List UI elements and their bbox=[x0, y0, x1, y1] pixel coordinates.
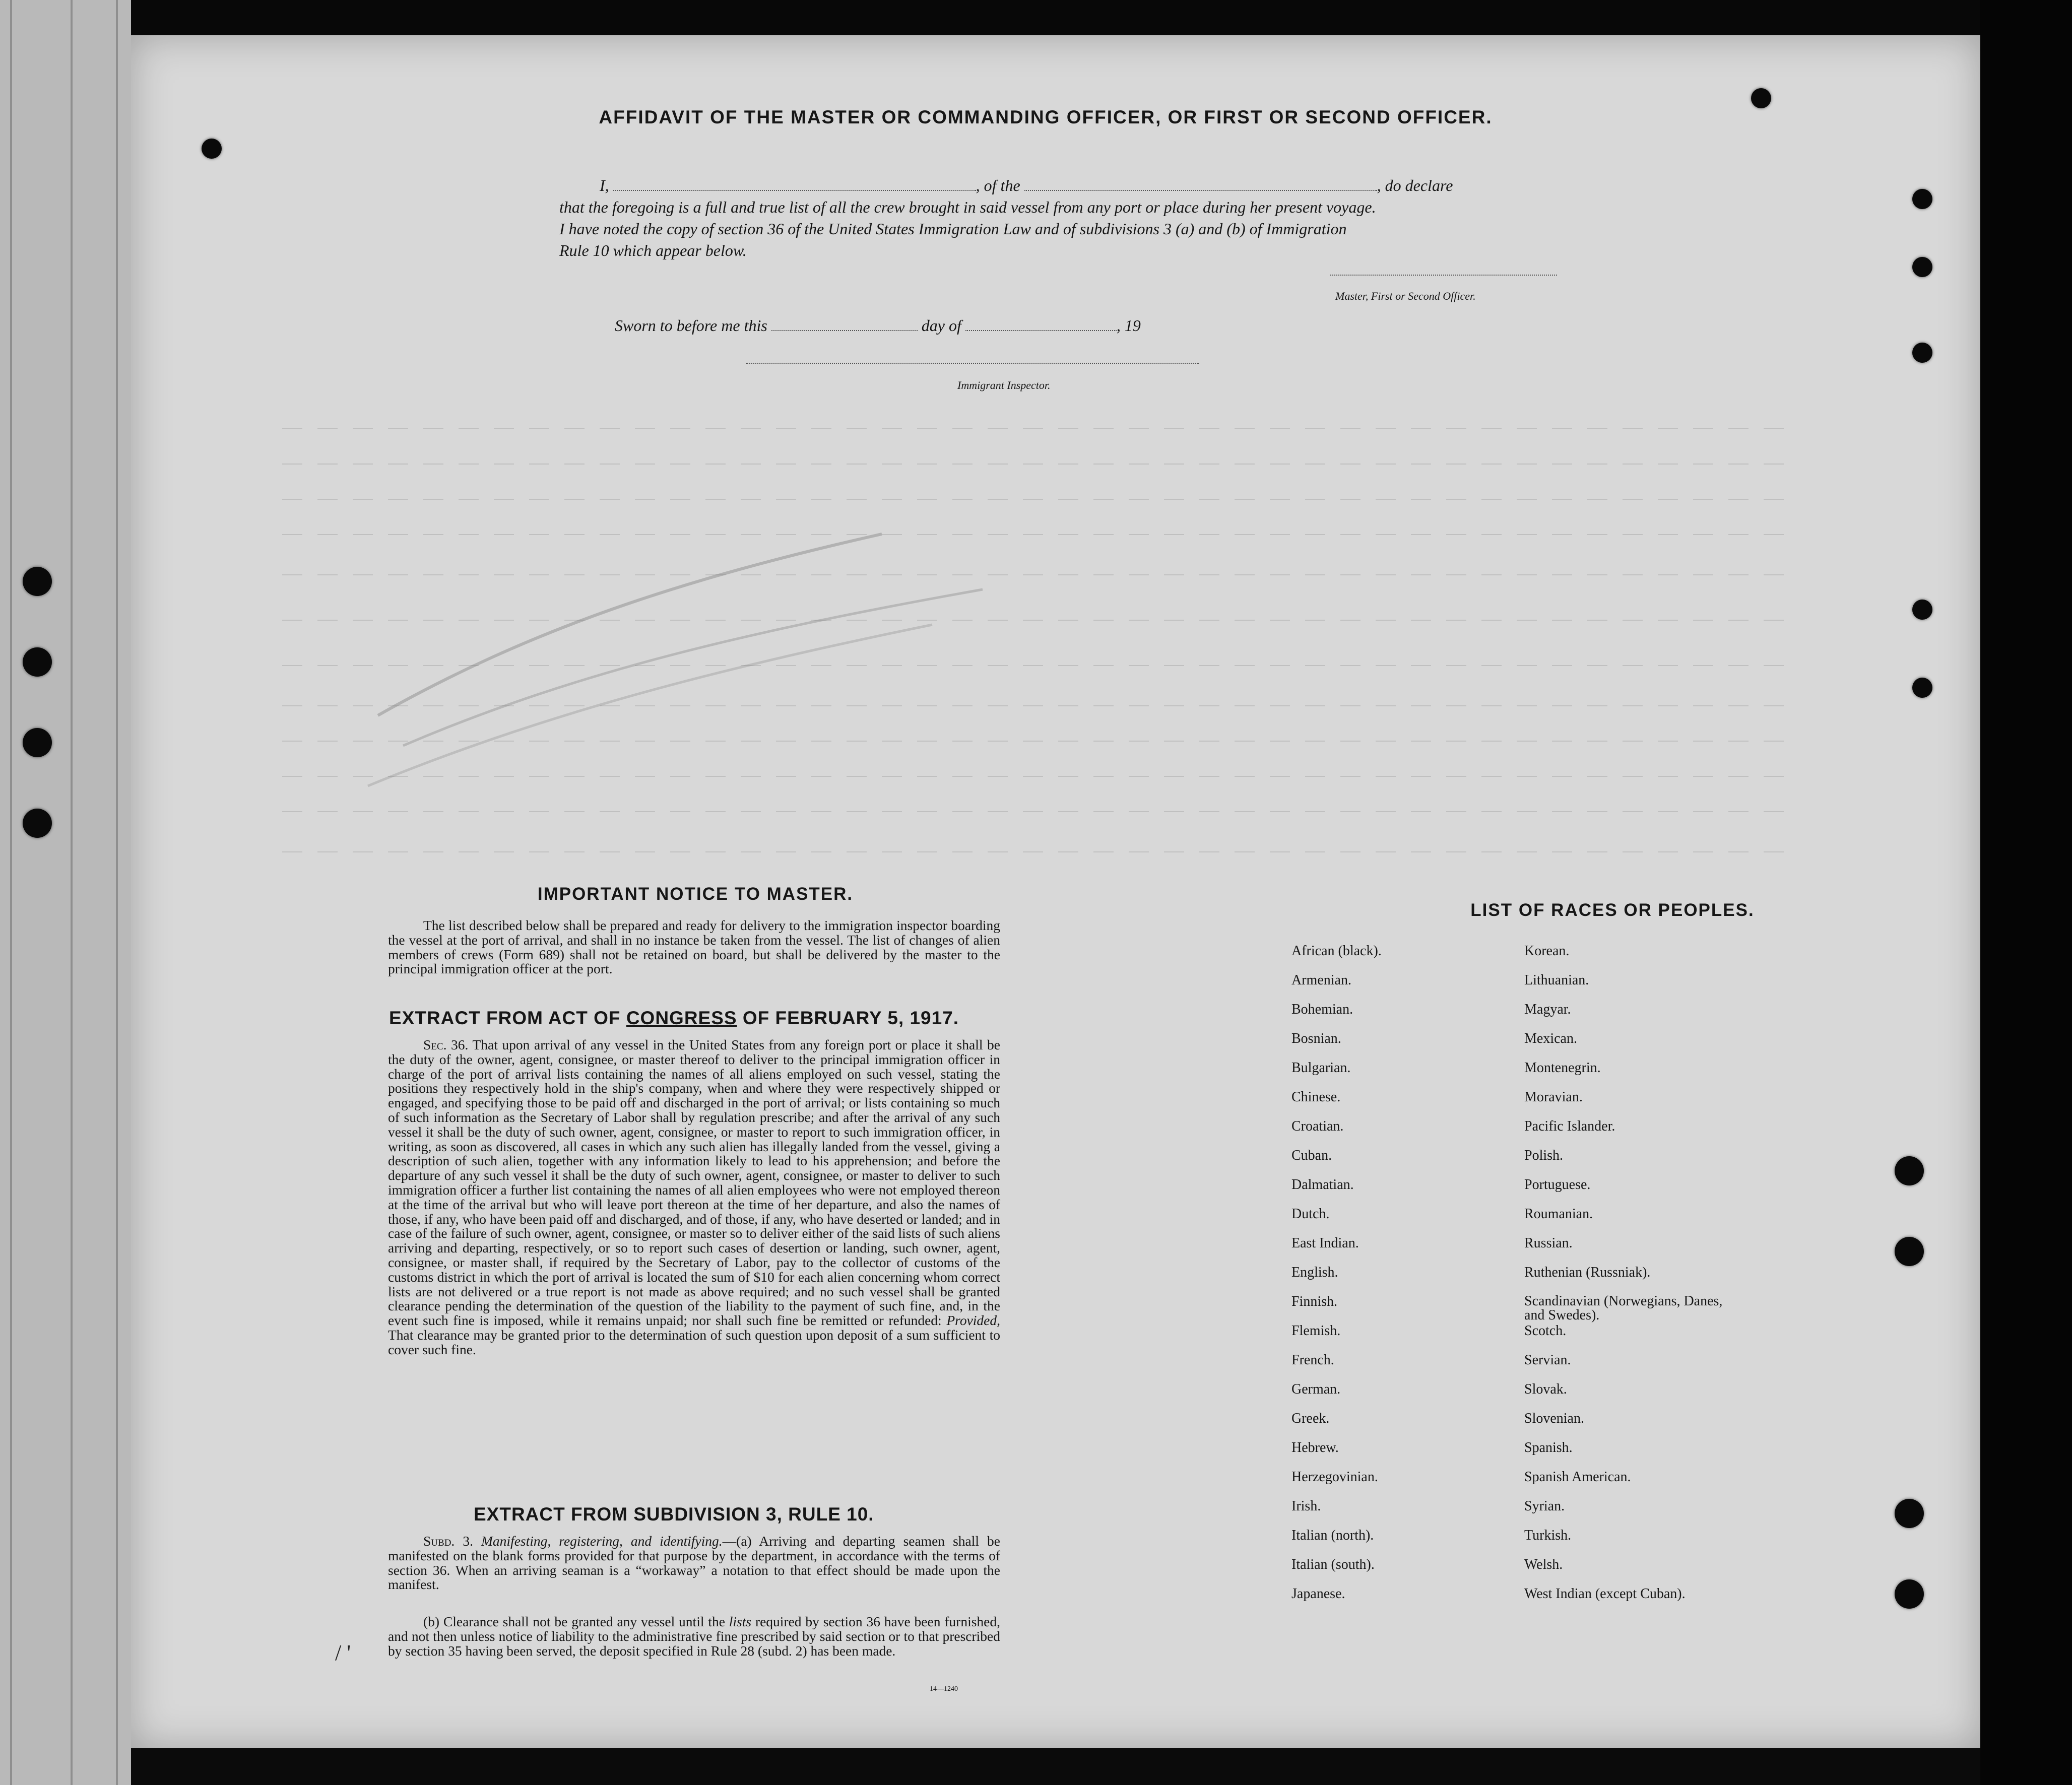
binding-hole bbox=[23, 728, 52, 757]
master-signature-field[interactable] bbox=[1330, 275, 1557, 276]
extract-act-title-prefix: EXTRACT FROM ACT OF bbox=[389, 1008, 621, 1028]
binding-hole bbox=[1912, 189, 1932, 209]
notice-body bbox=[388, 918, 1000, 976]
declarant-label: I, bbox=[600, 176, 609, 194]
binding-hole bbox=[1912, 257, 1932, 277]
binding-strip bbox=[0, 0, 131, 1785]
bleed-through-row bbox=[282, 464, 1794, 465]
bleed-through-row bbox=[282, 499, 1794, 500]
declare-label: , do declare bbox=[1377, 176, 1453, 194]
races-column-2 bbox=[1524, 944, 1806, 1616]
rule-paragraph-b-lists: lists bbox=[729, 1614, 752, 1629]
race-item: Moravian. bbox=[1524, 1089, 1583, 1105]
binding-hole bbox=[1895, 1237, 1924, 1266]
rule-paragraph-b-start: (b) Clearance shall not be granted any vessel until the bbox=[423, 1614, 725, 1629]
races-title: LIST OF RACES OR PEOPLES. bbox=[1470, 900, 1755, 920]
sworn-year-label: , 19 bbox=[1116, 316, 1141, 335]
vessel-label: , of the bbox=[976, 176, 1020, 194]
race-item: Scotch. bbox=[1524, 1323, 1567, 1339]
race-item: Welsh. bbox=[1524, 1557, 1563, 1572]
race-item: Turkish. bbox=[1524, 1528, 1572, 1543]
notice-title: IMPORTANT NOTICE TO MASTER. bbox=[537, 884, 854, 904]
form-code: 14—1240 bbox=[930, 1685, 958, 1693]
race-item: Lithuanian. bbox=[1524, 972, 1589, 988]
race-item: English. bbox=[1291, 1265, 1338, 1280]
notice-text: The list described below shall be prepared and ready for delivery to the immigration inspector boarding the vessel at the port of arrival, and shall in no instance be taken from the vessel. The list of changes of alien members of crews (Form 689) shall not be retained on board, but shall be delivered by the master to the principal immigration officer at the port. bbox=[388, 917, 1000, 977]
race-item: West Indian (except Cuban). bbox=[1524, 1586, 1686, 1602]
binding-hole bbox=[1912, 343, 1932, 363]
bleed-through-row bbox=[282, 428, 1794, 429]
handwritten-mark: / ' bbox=[335, 1640, 351, 1665]
race-item: Korean. bbox=[1524, 943, 1570, 959]
race-item: Chinese. bbox=[1291, 1089, 1341, 1105]
rule-paragraph-a-text: —(a) Arriving and departing seamen shall be manifested on the blank forms provided for that purpose by the department, in accordance with the terms of section 36. When an arriving seaman is a “workaway” a notation to that effect should be made upon the manifest. bbox=[388, 1533, 1000, 1593]
vessel-name-field[interactable] bbox=[1024, 190, 1377, 191]
race-item: Cuban. bbox=[1291, 1148, 1332, 1163]
section-36-body-end: That clearance may be granted prior to the determination of such question upon deposit of a sum sufficient to cover such fine. bbox=[388, 1327, 1000, 1357]
race-item: Pacific Islander. bbox=[1524, 1118, 1615, 1134]
scan-background-right bbox=[1980, 0, 2072, 1785]
race-item: Croatian. bbox=[1291, 1118, 1344, 1134]
section-36-label: Sec. 36. bbox=[423, 1037, 469, 1052]
race-item: Spanish. bbox=[1524, 1440, 1573, 1456]
race-item: Hebrew. bbox=[1291, 1440, 1339, 1456]
affidavit-rule-line: Rule 10 which appear below. bbox=[559, 241, 747, 259]
bleed-through-heading bbox=[403, 128, 1663, 154]
race-item: Ruthenian (Russniak). bbox=[1524, 1265, 1651, 1280]
rule-paragraph-a bbox=[388, 1534, 1000, 1592]
extract-act-title bbox=[389, 1008, 959, 1029]
race-item: Portuguese. bbox=[1524, 1177, 1591, 1193]
rule-paragraph-b bbox=[388, 1615, 1000, 1658]
binding-hole bbox=[23, 647, 52, 677]
affidavit-section-line: I have noted the copy of section 36 of the United States Immigration Law and of subdivisions 3 (a) and (b) of Immigration bbox=[559, 220, 1347, 238]
sworn-day-field[interactable] bbox=[771, 330, 918, 331]
binding-hole bbox=[202, 139, 222, 159]
subdivision-heading: Manifesting, registering, and identifying. bbox=[481, 1533, 723, 1549]
extract-act-title-suffix: OF FEBRUARY 5, 1917. bbox=[742, 1008, 959, 1028]
binding-hole bbox=[1751, 88, 1771, 108]
race-item: Syrian. bbox=[1524, 1498, 1565, 1514]
sworn-month-field[interactable] bbox=[965, 330, 1117, 331]
sworn-month-label: day of bbox=[921, 316, 961, 335]
race-item: Russian. bbox=[1524, 1235, 1573, 1251]
binding-hole bbox=[1895, 1156, 1924, 1185]
race-item: Dalmatian. bbox=[1291, 1177, 1354, 1193]
race-item: Servian. bbox=[1524, 1352, 1571, 1368]
race-item: Bulgarian. bbox=[1291, 1060, 1351, 1076]
sworn-line bbox=[615, 316, 1141, 335]
affidavit-declaration-line bbox=[600, 176, 1453, 195]
bleed-through-row bbox=[282, 811, 1794, 812]
race-item: Slovak. bbox=[1524, 1381, 1567, 1397]
extract-rule-title: EXTRACT FROM SUBDIVISION 3, RULE 10. bbox=[474, 1504, 874, 1525]
race-item: Scandinavian (Norwegians, Danes, and Swedes). bbox=[1524, 1293, 1723, 1323]
race-item: Armenian. bbox=[1291, 972, 1351, 988]
race-item: Italian (north). bbox=[1291, 1528, 1374, 1543]
race-item: Mexican. bbox=[1524, 1031, 1577, 1046]
affidavit-title: AFFIDAVIT OF THE MASTER OR COMMANDING OFFICER, OR FIRST OR SECOND OFFICER. bbox=[599, 107, 1493, 127]
binding-hole bbox=[23, 809, 52, 838]
race-item: Japanese. bbox=[1291, 1586, 1345, 1602]
race-item: East Indian. bbox=[1291, 1235, 1359, 1251]
race-item: Bohemian. bbox=[1291, 1002, 1353, 1017]
binding-hole bbox=[23, 567, 52, 596]
race-item: Finnish. bbox=[1291, 1294, 1338, 1309]
race-item: Flemish. bbox=[1291, 1323, 1341, 1339]
race-item: Bosnian. bbox=[1291, 1031, 1341, 1046]
master-signature-label: Master, First or Second Officer. bbox=[1335, 290, 1476, 302]
race-item: French. bbox=[1291, 1352, 1334, 1368]
binding-hole bbox=[1912, 600, 1932, 620]
race-item: Spanish American. bbox=[1524, 1469, 1631, 1485]
rule-paragraph-b-end: required by section 36 have been furnished, and not then unless notice of liability to the administrative fine prescribed by said section or to that prescribed by section 35 having been served, the deposit specified in Rule 28 (subd. 2) has been made. bbox=[388, 1614, 1001, 1659]
section-36-provided: Provided, bbox=[946, 1312, 1001, 1329]
binding-hole bbox=[1912, 678, 1932, 698]
race-item: Greek. bbox=[1291, 1411, 1330, 1426]
races-column-1 bbox=[1291, 944, 1513, 1616]
binding-hole bbox=[1895, 1579, 1924, 1609]
section-36-text bbox=[388, 1038, 1000, 1357]
race-item: German. bbox=[1291, 1381, 1341, 1397]
binding-hole bbox=[1895, 1499, 1924, 1528]
extract-act-title-underlined: CONGRESS bbox=[626, 1008, 737, 1028]
race-item: Dutch. bbox=[1291, 1206, 1330, 1222]
inspector-signature-field[interactable] bbox=[746, 363, 1199, 364]
subdivision-label: Subd. 3. bbox=[423, 1533, 473, 1549]
race-item: Roumanian. bbox=[1524, 1206, 1593, 1222]
race-item: Irish. bbox=[1291, 1498, 1321, 1514]
race-item: Magyar. bbox=[1524, 1002, 1571, 1017]
race-item: Montenegrin. bbox=[1524, 1060, 1601, 1076]
bleed-through-row bbox=[282, 851, 1794, 852]
bleed-through-scribble bbox=[328, 504, 1184, 806]
race-item: Herzegovinian. bbox=[1291, 1469, 1378, 1485]
declarant-name-field[interactable] bbox=[613, 190, 976, 191]
inspector-signature-label: Immigrant Inspector. bbox=[957, 379, 1051, 391]
section-36-body: That upon arrival of any vessel in the United States from any foreign port or place it shall be the duty of the owner, agent, consignee, or master thereof to deliver to the principal immigration officer in charge of the port of arrival lists containing the names of all aliens employed on such vessel, stating the positions they respectively hold in the ship's company, when and where they were respectively shipped or engaged, and specifying those to be paid off and discharged in the port of arrival; or lists containing so much of such information as the Secretary of Labor shall by regulation prescribe; and after the arrival of any such vessel it shall be the duty of such owner, agent, consignee, or master to report to such immigration officer, in writing, as soon as discovered, all cases in which any such alien has illegally landed from the vessel, giving a description of such alien, together with any information likely to lead to his apprehension; and before the departure of any such vessel it shall be the duty of such owner, agent, consignee, or master to deliver to such immigration officer a further list containing the names of all alien employees who were not employed thereon at the time of the arrival but who will leave port thereon at the time of her departure, and also the names of those, if any, who have been paid off and discharged, and of those, if any, who have deserted or landed; and in case of the failure of such owner, agent, consignee, or master so to deliver either of the said lists of such aliens arriving and departing, respectively, or so to report such cases of desertion or landing, such owner, agent, consignee, or master shall, if required by the Secretary of Labor, pay to the collector of customs of the customs district in which the port of arrival is located the sum of $10 for each alien concerning whom correct lists are not delivered or a true report is not made as above required; and no such vessel shall be granted clearance pending the determination of the question of the liability to the payment of such fine, and, in the event such fine is imposed, while it remains unpaid; nor shall such fine be remitted or refunded: bbox=[388, 1037, 1000, 1329]
sworn-label: Sworn to before me this bbox=[615, 316, 767, 335]
race-item: Polish. bbox=[1524, 1148, 1564, 1163]
race-item: African (black). bbox=[1291, 943, 1382, 959]
race-item: Slovenian. bbox=[1524, 1411, 1584, 1426]
race-item: Italian (south). bbox=[1291, 1557, 1375, 1572]
affidavit-statement-line: that the foregoing is a full and true list of all the crew brought in said vessel from any port or place during her present voyage. bbox=[559, 198, 1376, 216]
